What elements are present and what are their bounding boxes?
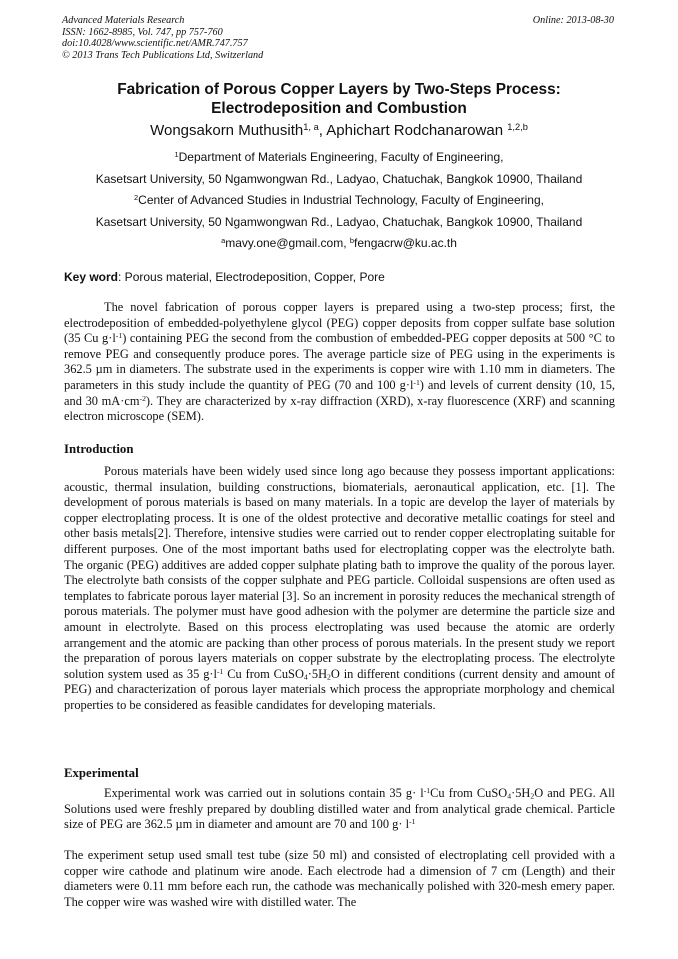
email-b-marker: b	[349, 235, 355, 245]
author-list	[40, 121, 638, 140]
intro-text-2: Cu from CuSO	[223, 666, 304, 681]
issn-line: ISSN: 1662-8985, Vol. 747, pp 757-760	[62, 26, 223, 38]
intro-sub-1: 4	[303, 672, 308, 682]
intro-text-1: Porous materials have been widely used since long ago because they possess important applications: acoustic, thermal insulation, building constructions, biomaterials, aeronautical application, etc. [1]. The development of porous materials is based on many materials. In a topic are develop the layer of materials by copper electroplating process. It is one of the oldest protective and decorative metallic coatings for steel and other basis metals[2]. Therefore, intensive studies were carried out to render copper electroplating suitable for different purposes. One of the most important baths used for electroplating copper was the electrolyte bath. The organic (PEG) additives are added copper sulphate plating bath to improve the quality of the porous layer. The electrolyte bath consists of the copper sulphate and PEG particle. Colloidal suspensions are often used as templates to fabricate porous layer material [3]. So an increment in porosity reduces the mechanical strength of porous materials. The polymer must have good adhesion with the polymer are determine the particle size and amount in electrolyte. Based on this process electroplating was used because the atomic are orderly arrangement and the atomic are packing than other process of porous materials. In the present study we report the preparation of porous layers materials on copper substrate by the electroplating process. The electrolyte solution system used as 35 g·l	[64, 464, 615, 681]
intro-text-4: O in different conditions (current density and amount of PEG) and characterization of porous layer materials which process the appropriate morphology and chemical properties to be considered as feasible candidates for developing materials.	[64, 666, 615, 712]
abstract-paragraph	[64, 300, 615, 425]
affiliation-1-text: Department of Materials Engineering, Faculty of Engineering,	[178, 150, 504, 164]
abstract-text-3: ) and levels of current density (10, 15, and 30 mA·cm	[64, 377, 615, 408]
experimental-heading: Experimental	[64, 766, 139, 780]
email-b: fengacrw@ku.ac.th	[354, 236, 457, 250]
affiliation-2-number: 2	[134, 192, 139, 202]
author-1: Wongsakorn Muthusith	[150, 122, 304, 139]
keywords-text: : Porous material, Electrodeposition, Copper, Pore	[118, 270, 385, 284]
author-2-affiliation: 1,2,b	[507, 121, 528, 132]
exp-sup-1: -1	[423, 785, 431, 795]
author-2: Aphichart Rodchanarowan	[326, 122, 504, 139]
exp-text-2: Cu from CuSO	[430, 786, 508, 800]
title-line-1: Fabrication of Porous Copper Layers by Two-Steps Process:	[117, 81, 561, 98]
author-separator: ,	[318, 122, 327, 139]
experimental-paragraph-2: The experiment setup used small test tube (size 50 ml) and consisted of electroplating cell provided with a copper wire cathode and platinum wire anode. Each electrode had a dimension of 7 cm (Length) and their diameters were 0.11 mm before each run, the cathode was mechanically polished with 320-mesh emery paper. The copper wire was washed wire with distilled water. The	[64, 848, 615, 909]
keywords-label: Key word	[64, 270, 119, 284]
abstract-text-2: ) containing PEG the second from the combustion of embedded-PEG copper deposits at 500 °C to remove PEG and consequently produce pores. The average particle size of PEG using in the experiments is 362.5 µm in diameters. The substrate used in the experiments is copper wire with 1.10 mm in diameters. The parameters in this study include the quantity of PEG (70 and 100 g·l	[64, 331, 616, 392]
abstract-sup-3: -2	[139, 393, 146, 403]
online-date: Online: 2013-08-30	[532, 15, 614, 26]
exp-text-4: O and PEG. All Solutions used were freshly prepared by doubling distilled water and from analytical grade chemical. Particle size of PEG are 362.5 µm in diameter and amount are 70 and 100 g· l	[64, 786, 615, 832]
intro-sub-2: 2	[327, 672, 331, 682]
abstract-text-1: The novel fabrication of porous copper layers is prepared using a two-step process; first, the electrodeposition of embedded-polyethylene glycol (PEG) copper deposits from copper sulfate base solution (35 Cu g·l	[64, 300, 615, 346]
intro-sup-1: -1	[216, 666, 224, 676]
exp-text-1: Experimental work was carried out in solutions contain 35 g· l	[104, 786, 424, 800]
email-line	[40, 236, 638, 250]
exp-text-3: ·5H	[511, 786, 531, 800]
abstract-sup-2: -1	[413, 377, 420, 387]
affiliation-2-line-1	[40, 193, 638, 207]
journal-name: Advanced Materials Research	[62, 15, 185, 26]
intro-text-3: ·5H	[307, 666, 328, 681]
exp-sup-2: -1	[409, 816, 416, 826]
author-1-affiliation: 1, a	[303, 121, 319, 132]
experimental-paragraph-1	[64, 786, 615, 833]
affiliation-1-line-1	[40, 150, 638, 164]
journal-header	[62, 15, 263, 61]
affiliation-2-line-2: Kasetsart University, 50 Ngamwongwan Rd., Ladyao, Chatuchak, Bangkok 10900, Thailand	[95, 215, 583, 229]
introduction-heading: Introduction	[64, 442, 134, 456]
abstract-text-4: ). They are characterized by x-ray diffraction (XRD), x-ray fluorescence (XRF) and scanning electron microscope (SEM).	[64, 393, 615, 424]
title-line-2: Electrodeposition and Combustion	[211, 100, 467, 117]
doi-line: doi:10.4028/www.scientific.net/AMR.747.757	[62, 38, 248, 50]
email-a: mavy.one@gmail.com,	[225, 236, 350, 250]
affiliation-1-number: 1	[174, 149, 179, 159]
exp-sub-2: 2	[530, 791, 535, 801]
affiliation-2-text: Center of Advanced Studies in Industrial Technology, Faculty of Engineering,	[138, 193, 544, 207]
email-a-marker: a	[221, 235, 226, 245]
copyright-line: © 2013 Trans Tech Publications Ltd, Switzerland	[62, 49, 264, 61]
keywords	[64, 270, 624, 285]
exp-sub-1: 4	[507, 791, 512, 801]
paper-title	[40, 80, 638, 118]
abstract-sup-1: -1	[115, 330, 123, 340]
affiliation-1-line-2: Kasetsart University, 50 Ngamwongwan Rd., Ladyao, Chatuchak, Bangkok 10900, Thailand	[95, 172, 583, 186]
introduction-paragraph	[64, 464, 615, 714]
